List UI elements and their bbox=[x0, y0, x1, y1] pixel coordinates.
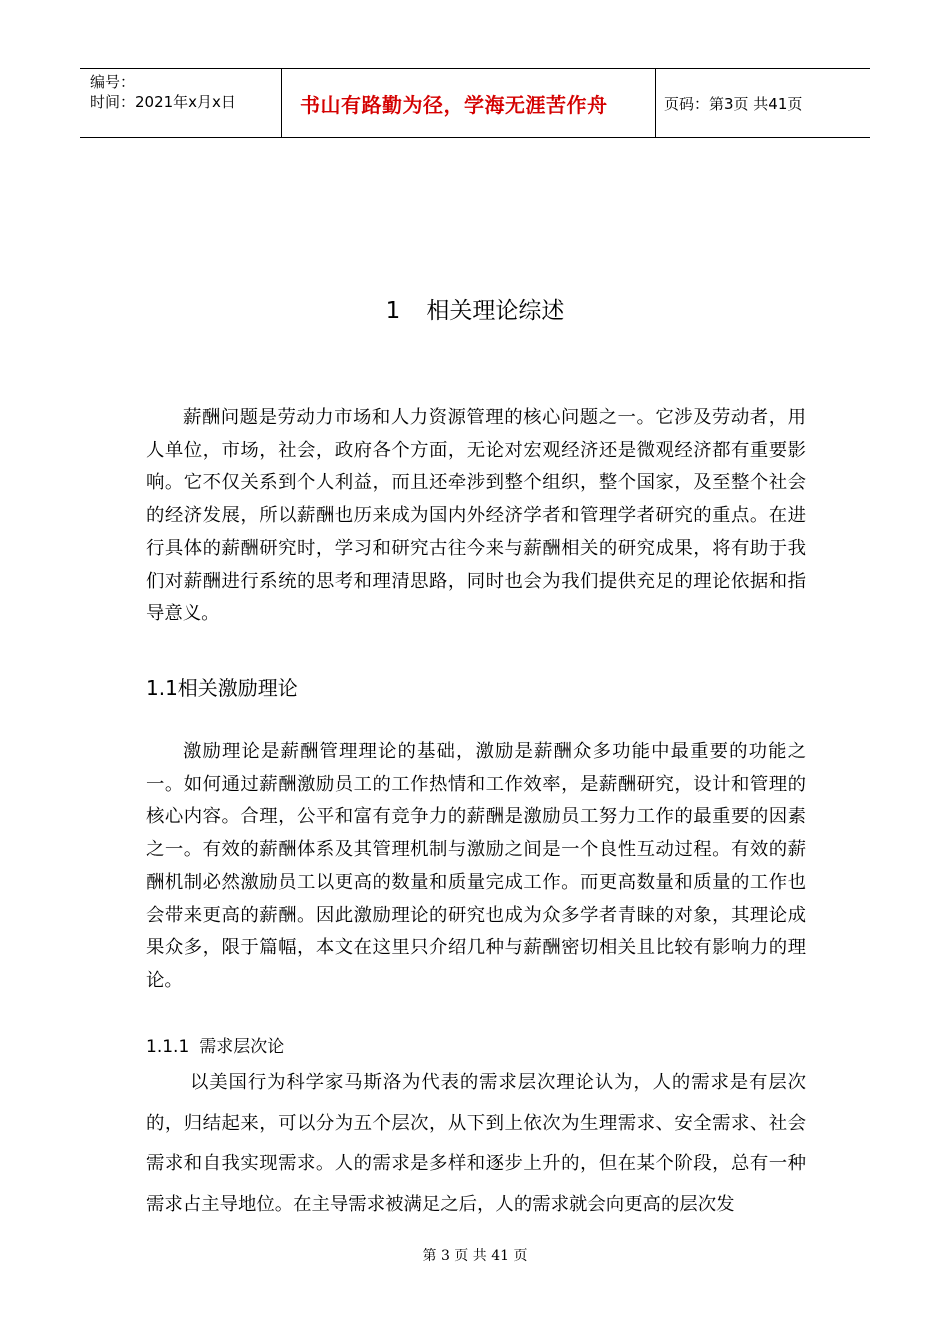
page-footer: 第 3 页 共 41 页 bbox=[422, 1248, 528, 1264]
header-page-cell bbox=[656, 69, 870, 137]
header-motto-cell bbox=[282, 69, 656, 137]
motto: 书山有路勤为径，学海无涯苦作舟 bbox=[300, 92, 608, 117]
section-1-1-paragraph: 激励理论是薪酬管理理论的基础，激励是薪酬众多功能中最重要的功能之一。如何通过薪酬激励员工的工作热情和工作效率，是薪酬研究，设计和管理的核心内容。合理，公平和富有竞争力的薪酬是激励员工努力工作的最重要的因素之一。有效的薪酬体系及其管理机制与激励之间是一个良性互动过程。有效的薪酬机制必然激励员工以更高的数量和质量完成工作。而更高数量和质量的工作也会带来更高的薪酬。因此激励理论的研究也成为众多学者青睐的对象，其理论成果众多，限于篇幅，本文在这里只介绍几种与薪酬密切相关且比较有影响力的理论。 bbox=[146, 741, 806, 991]
section-1-1-1-paragraph: 以美国行为科学家马斯洛为代表的需求层次理论认为，人的需求是有层次的，归结起来，可以分为五个层次，从下到上依次为生理需求、安全需求、社会需求和自我实现需求。人的需求是多样和逐步上升的，但在某个阶段，总有一种需求占主导地位。在主导需求被满足之后，人的需求就会向更高的层次发 bbox=[146, 1072, 806, 1215]
intro-paragraph: 薪酬问题是劳动力市场和人力资源管理的核心问题之一。它涉及劳动者，用人单位，市场，社会，政府各个方面，无论对宏观经济还是微观经济都有重要影响。它不仅关系到个人利益，而且还牵涉到整个组织，整个国家，及至整个社会的经济发展，所以薪酬也历来成为国内外经济学者和管理学者研究的重点。在进行具体的薪酬研究时，学习和研究古往今来与薪酬相关的研究成果，将有助于我们对薪酬进行系统的思考和理清思路，同时也会为我们提供充足的理论依据和指导意义。 bbox=[146, 407, 806, 625]
section-heading-1-1-1 bbox=[146, 1032, 284, 1057]
document-header bbox=[80, 68, 870, 138]
section-number: 1.1.1 bbox=[146, 1037, 190, 1057]
chapter-number: 1 bbox=[385, 298, 401, 324]
chapter-title bbox=[0, 292, 950, 325]
number-label: 编号： bbox=[90, 73, 136, 91]
section-title: 需求层次论 bbox=[199, 1037, 285, 1057]
time-label: 时间：2021年x月x日 bbox=[90, 93, 236, 111]
page-info: 页码：第3页 共41页 bbox=[664, 94, 803, 113]
header-meta bbox=[80, 69, 282, 137]
chapter-title-text: 相关理论综述 bbox=[426, 298, 565, 324]
section-heading-1-1: 1.1相关激励理论 bbox=[146, 676, 298, 700]
